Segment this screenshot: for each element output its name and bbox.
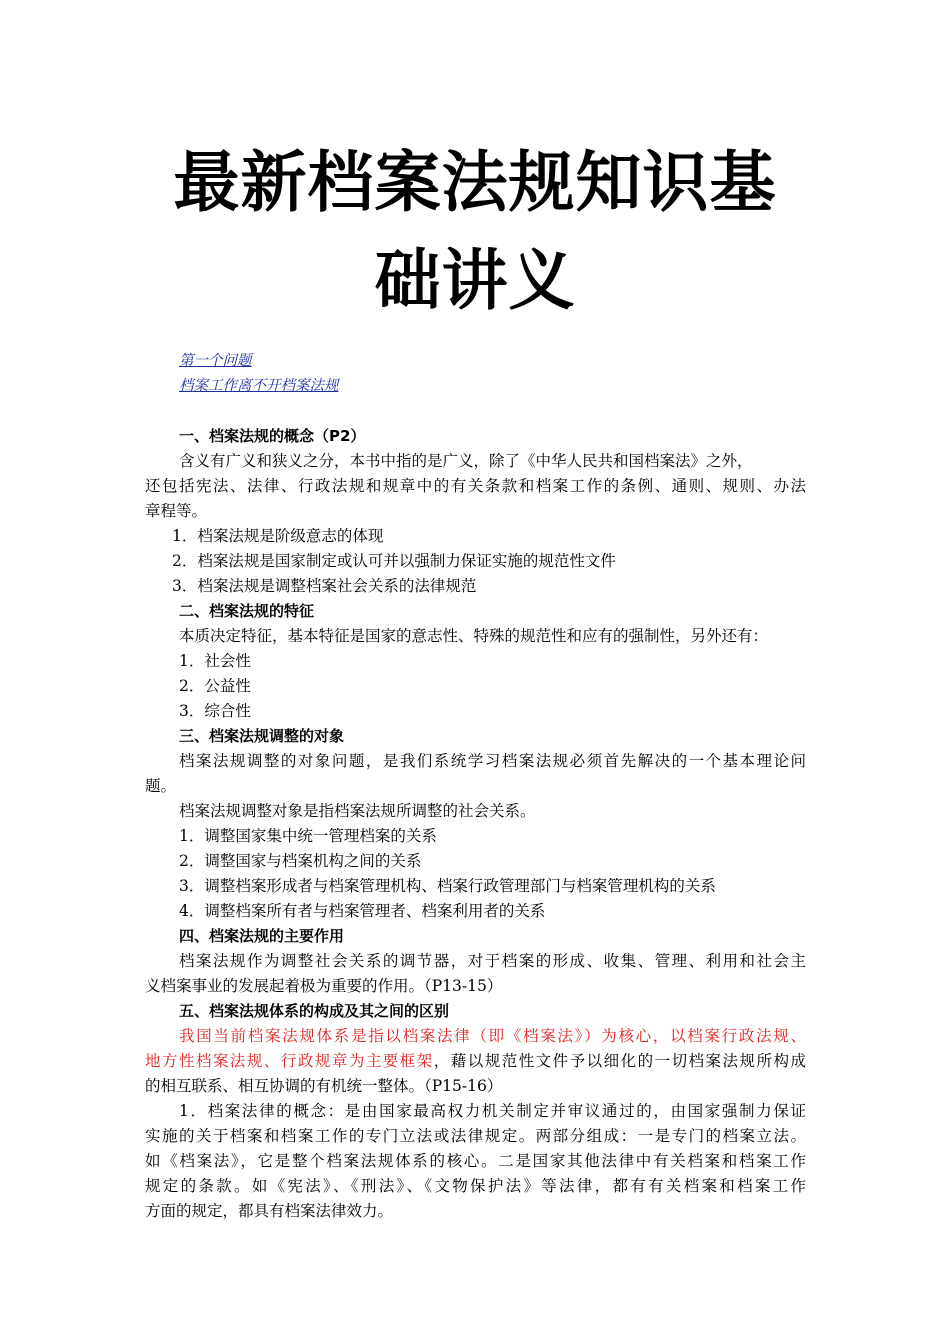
section-heading-role: 四、档案法规的主要作用: [179, 927, 345, 945]
paragraph-line: 档案法规调整的对象问题，是我们系统学习档案法规必须首先解决的一个基本理论问: [179, 752, 806, 770]
paragraph-line: 档案法规调整对象是指档案法规所调整的社会关系。: [179, 802, 536, 820]
paragraph-line: 含义有广义和狭义之分，本书中指的是广义，除了《中华人民共和国档案法》之外，: [179, 452, 753, 470]
list-item: 3．调整档案形成者与档案管理机构、档案行政管理部门与档案管理机构的关系: [179, 877, 716, 895]
list-item: 3．档案法规是调整档案社会关系的法律规范: [172, 577, 477, 595]
paragraph-text: ，藉以规范性文件予以细化的一切档案法规所构成: [433, 1052, 806, 1070]
paragraph-line: 章程等。: [145, 502, 208, 520]
toc-link-question-one[interactable]: 第一个问题: [179, 353, 252, 369]
highlighted-text: 地方性档案法规、行政规章为主要框架: [145, 1052, 434, 1070]
list-item: 1．档案法规是阶级意志的体现: [172, 527, 384, 545]
list-item: 1．社会性: [179, 652, 251, 670]
paragraph-line: 题。: [145, 777, 177, 795]
list-item: 1．调整国家集中统一管理档案的关系: [179, 827, 437, 845]
paragraph-line: 方面的规定，都具有档案法律效力。: [145, 1202, 394, 1220]
list-item: 2．公益性: [179, 677, 251, 695]
list-item: 4．调整档案所有者与档案管理者、档案利用者的关系: [179, 902, 546, 920]
paragraph-line: 义档案事业的发展起着极为重要的作用。（P13-15）: [145, 977, 503, 995]
section-heading-concept: 一、档案法规的概念（P2）: [179, 427, 366, 445]
paragraph-line: 实施的关于档案和档案工作的专门立法或法律规定。两部分组成：一是专门的档案立法。: [145, 1127, 806, 1145]
paragraph-line: 本质决定特征，基本特征是国家的意志性、特殊的规范性和应有的强制性，另外还有：: [179, 627, 769, 645]
list-item: 2．调整国家与档案机构之间的关系: [179, 852, 422, 870]
toc-link-archives-law[interactable]: 档案工作离不开档案法规: [179, 378, 339, 394]
section-heading-objects: 三、档案法规调整的对象: [179, 727, 345, 745]
paragraph-line: 还包括宪法、法律、行政法规和规章中的有关条款和档案工作的条例、通则、规则、办法: [145, 477, 806, 495]
document-title-line-1: 最新档案法规知识基: [173, 144, 777, 221]
paragraph-line: 如《档案法》，它是整个档案法规体系的核心。二是国家其他法律中有关档案和档案工作: [145, 1152, 806, 1170]
paragraph-line: 的相互联系、相互协调的有机统一整体。（P15-16）: [145, 1077, 503, 1095]
document-title-line-2: 础讲义: [374, 242, 576, 319]
list-item: 2．档案法规是国家制定或认可并以强制力保证实施的规范性文件: [172, 552, 616, 570]
paragraph-line: 档案法规作为调整社会关系的调节器，对于档案的形成、收集、管理、利用和社会主: [179, 952, 806, 970]
paragraph-line: 1．档案法律的概念：是由国家最高权力机关制定并审议通过的，由国家强制力保证: [179, 1102, 806, 1120]
section-heading-system: 五、档案法规体系的构成及其之间的区别: [179, 1002, 450, 1020]
list-item: 3．综合性: [179, 702, 251, 720]
highlighted-paragraph-line: 我国当前档案法规体系是指以档案法律（即《档案法》）为核心，以档案行政法规、: [179, 1027, 806, 1045]
paragraph-line: 规定的条款。如《宪法》、《刑法》、《文物保护法》等法律，都有有关档案和档案工作: [145, 1177, 806, 1195]
paragraph-line: [145, 1050, 806, 1072]
section-heading-features: 二、档案法规的特征: [179, 602, 315, 620]
